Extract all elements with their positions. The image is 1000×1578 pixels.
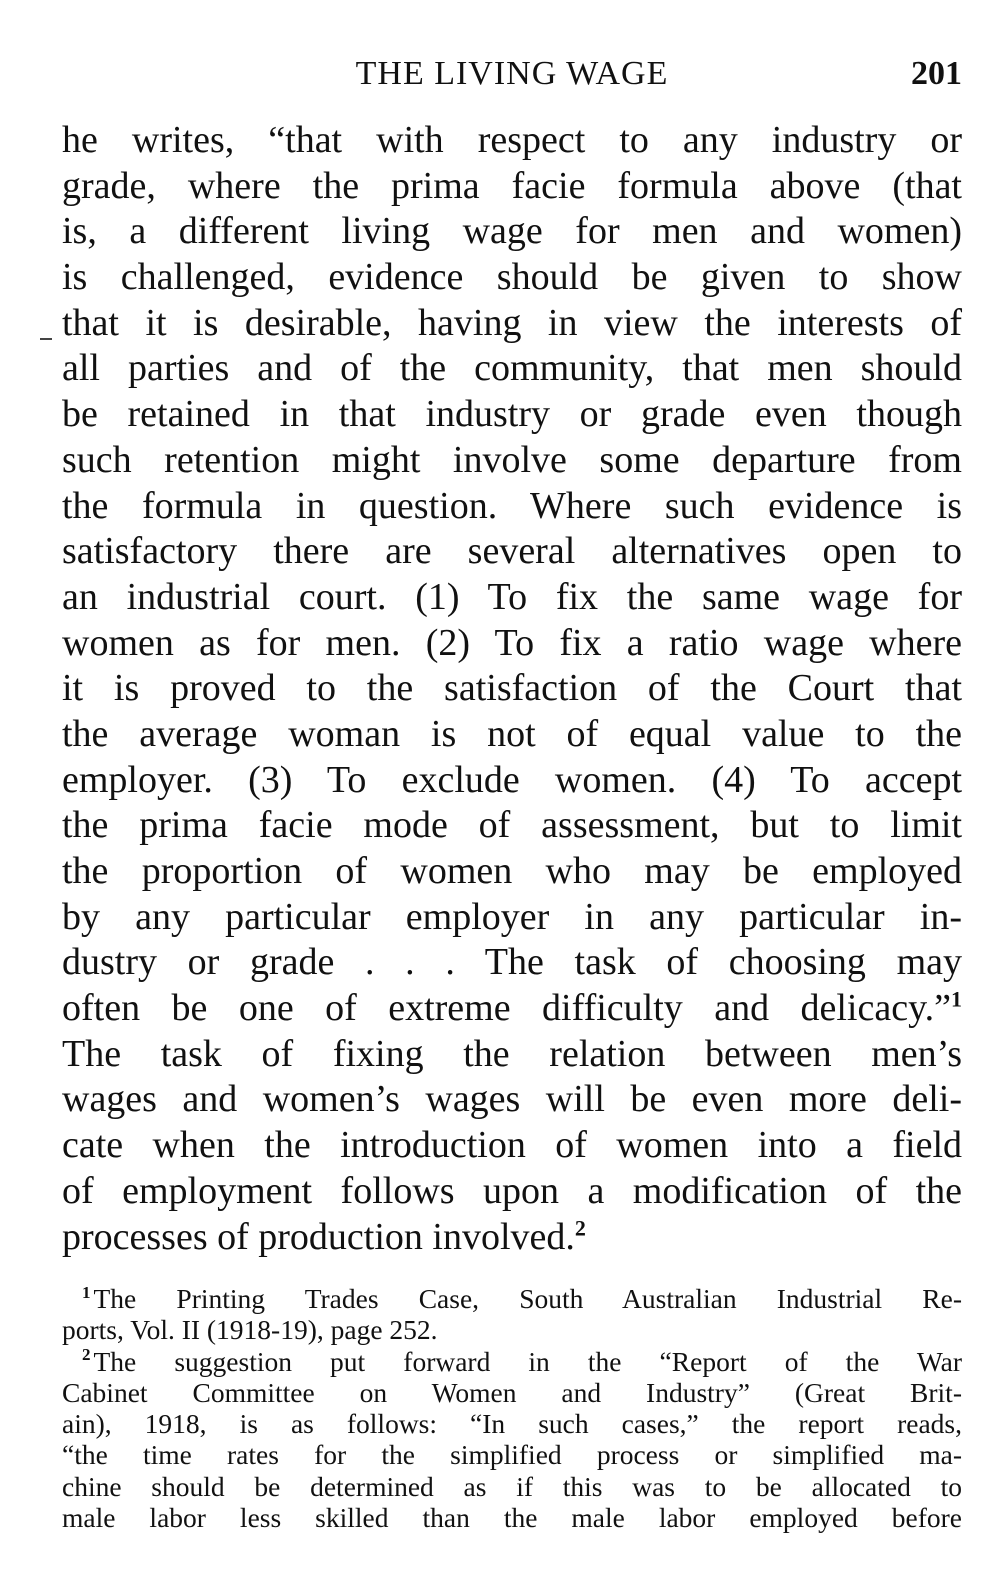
footnote-2-line: male labor less skilled than the male labor employed before	[62, 1502, 962, 1534]
text-line: is challenged, evidence should be given to show	[62, 256, 962, 299]
text-line: cate when the introduction of women into a field	[62, 1124, 962, 1167]
footnotes	[62, 1283, 962, 1533]
text-line: the prima facie mode of assessment, but to limit	[62, 804, 962, 847]
text-line: grade, where the prima facie formula above (that	[62, 164, 962, 207]
footnote-ref-2: 2	[574, 1214, 586, 1240]
text-line: is, a different living wage for men and women)	[62, 210, 962, 253]
scan-mark	[40, 338, 52, 340]
footnote-2-line: chine should be determined as if this was to be allocated to	[62, 1470, 962, 1502]
text-line: it is proved to the satisfaction of the Court that	[62, 667, 962, 710]
footnote-ref-1: 1	[951, 986, 962, 1012]
text-line: an industrial court. (1) To fix the same wage for	[62, 575, 962, 618]
footnote-1-line	[62, 1283, 962, 1314]
text-line: satisfactory there are several alternatives open to	[62, 530, 962, 573]
footnote-2-line: ain), 1918, is as follows: “In such cases,” the report reads,	[62, 1408, 962, 1440]
text-line: all parties and of the community, that men should	[62, 347, 962, 390]
text-line: by any particular employer in any particular in-	[62, 895, 962, 938]
text-line: the average woman is not of equal value to the	[62, 712, 962, 755]
page-number: 201	[911, 55, 962, 92]
running-title: THE LIVING WAGE	[355, 55, 669, 92]
text-line: employer. (3) To exclude women. (4) To accept	[62, 758, 962, 801]
text-line: processes of production involved.	[62, 1215, 575, 1258]
footnote-1-mark: 1	[82, 1282, 91, 1302]
text-line: women as for men. (2) To fix a ratio wage where	[62, 621, 962, 664]
footnote-1-line: ports, Vol. II (1918-19), page 252.	[62, 1314, 438, 1346]
text-line: be retained in that industry or grade even though	[62, 393, 962, 436]
text-line: often be one of extreme difficulty and delicacy.”	[62, 987, 951, 1030]
text-line: such retention might involve some departure from	[62, 438, 962, 481]
footnote-1-text: The Printing Trades Case, South Australian Industrial Re-	[93, 1283, 962, 1314]
text-line: The task of fixing the relation between men’s	[62, 1032, 962, 1075]
text-line-with-footnote-ref	[62, 1215, 962, 1261]
footnote-2-mark: 2	[82, 1345, 91, 1365]
text-line: the formula in question. Where such evidence is	[62, 484, 962, 527]
text-line: dustry or grade . . . The task of choosing may	[62, 941, 962, 984]
text-line: wages and women’s wages will be even more deli-	[62, 1078, 962, 1121]
text-line: the proportion of women who may be employed	[62, 850, 962, 892]
footnote-2-line: Cabinet Committee on Women and Industry” (Great Brit-	[62, 1376, 962, 1408]
text-line: he writes, “that with respect to any industry or	[62, 119, 962, 161]
text-line-with-footnote-ref	[62, 986, 962, 1032]
text-line: that it is desirable, having in view the interests of	[62, 301, 962, 344]
footnote-2-line: “the time rates for the simplified process or simplified ma-	[62, 1439, 962, 1471]
footnote-2-line	[62, 1346, 962, 1377]
body-text	[62, 118, 962, 1260]
text-line: of employment follows upon a modification of the	[62, 1169, 962, 1212]
footnote-2-text: The suggestion put forward in the “Report of the War	[93, 1345, 962, 1377]
running-head	[62, 52, 962, 96]
